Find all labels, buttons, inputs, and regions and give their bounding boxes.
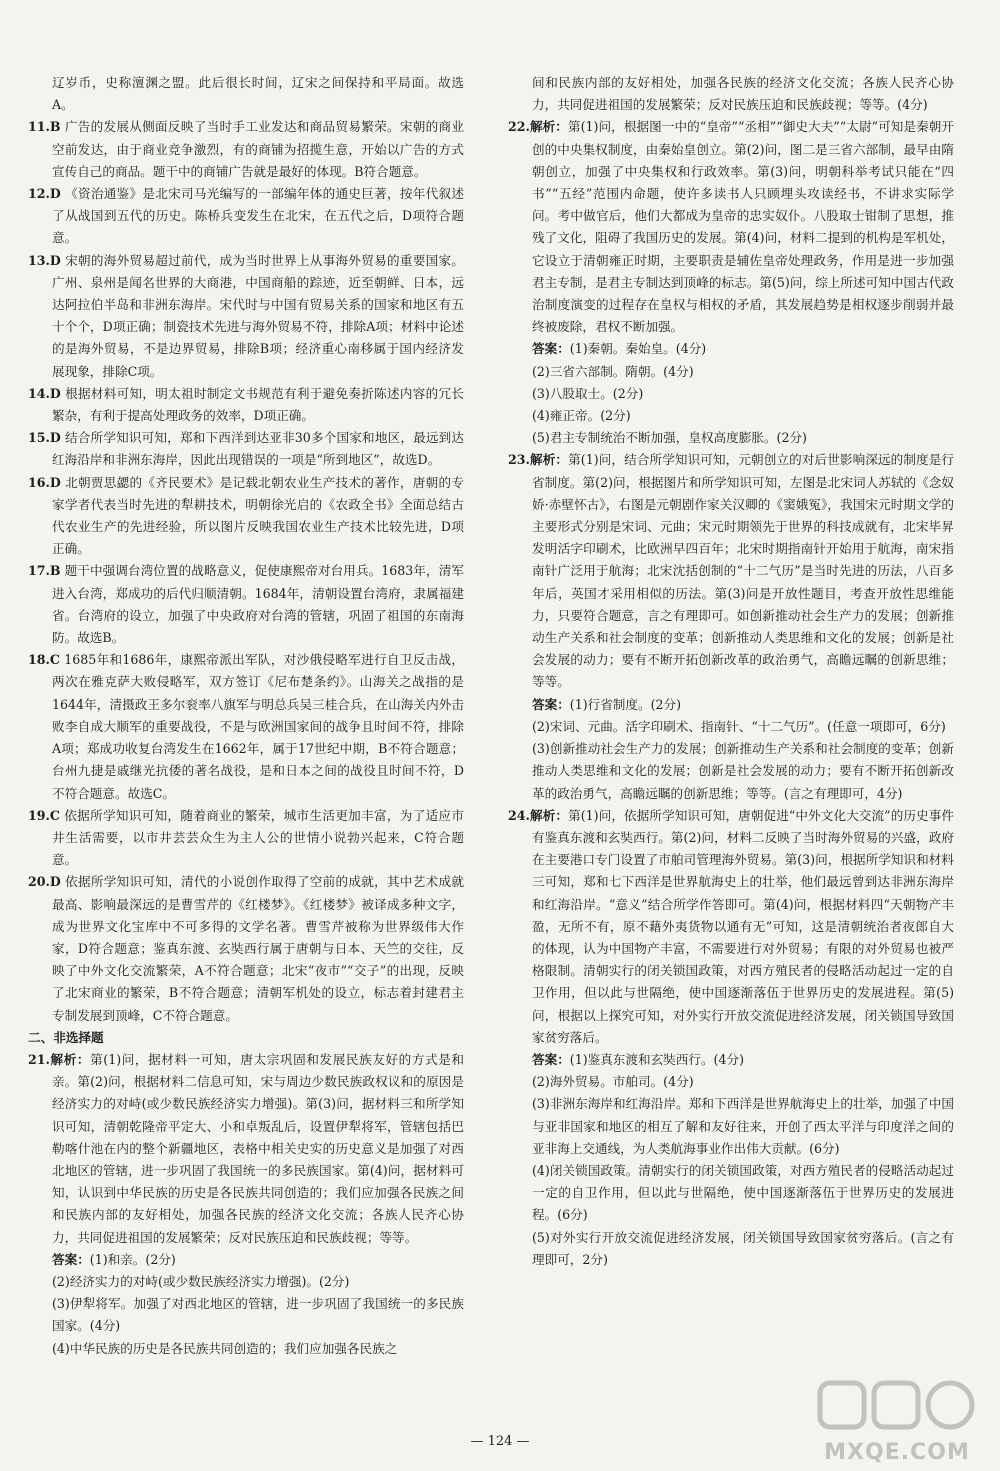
- answer-item-16: 16.D 北朝贾思勰的《齐民要术》是记载北朝农业生产技术的著作，唐朝的专家学者代表当时先进的犁耕技术，明朝徐光启的《农政全书》全面总结古代农业生产的先进经验，所以图片反映我国农业生产技术比较先进，D项正确。: [28, 474, 464, 557]
- analysis-23: 23.解析：第(1)问，结合所学知识可知，元朝创立的对后世影响深远的制度是行省制度。第(2)问，根据图片和所学知识可知，左图是北宋词人苏轼的《念奴娇·赤壁怀古》，右图是元朝剧作家关汉卿的《窦娥冤》，我国宋元时期文学的主要形式分别是宋词、元曲；宋元时期领先于世界的科技成就有，北宋毕昇发明活字印刷术，比欧洲早四百年；北宋时期指南针开始用于航海，南宋指南针广泛用于航海；北宋沈括创制的“十二气历”是当时先进的历法，八百多年后，英国才采用相似的历法。第(3)问是开放性题目，考查开放性思维能力，只要符合题意，言之有理即可。如创新推动社会生产力的发展；创新推动生产关系和社会制度的变革；创新推动人类思维和文化的发展；创新是社会发展的动力；要有不断开拓创新改革的政治勇气，高瞻远瞩的创新思维；等等。: [508, 452, 955, 690]
- answer-item-14: 14.D 根据材料可知，明太祖时制定文书规范有利于避免奏折陈述内容的冗长繁杂，有利于提高处理政务的效率，D项正确。: [28, 385, 464, 424]
- answer-23-line-3: (3)创新推动社会生产力的发展；创新推动生产关系和社会制度的变革；创新推动人类思维和文化的发展；创新是社会发展的动力；要有不断开拓创新改革的政治勇气，高瞻远瞩的创新思维；等等。(言之有理即可，4分): [532, 741, 954, 801]
- answer-21-line-2: (2)经济实力的对峙(或少数民族经济实力增强)。(2分): [52, 1273, 350, 1289]
- analysis-22: 22.解析：第(1)问，根据图一中的“皇帝”“丞相”“御史大夫”“太尉”可知是秦朝开创的中央集权制度，由秦始皇创立。第(2)问，图二是三省六部制，最早由隋朝创立，加强了中央集权和行政效率。第(3)问，明朝科举考试只能在“四书”“五经”范围内命题，使许多读书人只顾埋头攻读经书，不讲求实际学问。考中做官后，他们大都成为皇帝的忠实奴仆。八股取士钳制了思想，推残了文化，阻碍了我国历史的发展。第(4)问，材料二提到的机构是军机处，它设立于清朝雍正时期，主要职责是辅佐皇帝处理政务，作用是进一步加强君主专制，是君主专制达到顶峰的标志。第(5)问，综上所述可知中国古代政治制度演变的过程存在皇权与相权的矛盾，其发展趋势是相权逐步削弱并最终被废除，君权不断加强。: [508, 119, 954, 335]
- page-number: — 124 —: [470, 1434, 530, 1449]
- question-21: [28, 1049, 464, 1360]
- answer-item-18: 18.C 1685年和1686年，康熙帝派出军队，对沙俄侵略军进行自卫反击战，两次在雅克萨大败侵略军，双方签订《尼布楚条约》。山海关之战指的是1644年，清摄政王多尔衮率八旗军与明总兵吴三桂合兵，在山海关内外击败李自成大顺军的重要战役，不是与欧洲国家间的战争且时间不符，排除A项；郑成功收复台湾发生在1662年，属于17世纪中期，B不符合题意；台州九捷是戚继光抗倭的著名战役，是和日本之间的战役且时间不符，D不符合题意。故选C。: [28, 652, 464, 801]
- answer-item-20: 20.D 依据所学知识可知，清代的小说创作取得了空前的成就，其中艺术成就最高、影响最深远的是曹雪芹的《红楼梦》。《红楼梦》被译成多种文字，成为世界文化宝库中不可多得的文学名著。曹雪芹被称为世界级伟大作家，D符合题意；鉴真东渡、玄奘西行属于唐朝与日本、天竺的交往，反映了中外文化交流繁荣，A不符合题意；北宋“夜市”“交子”的出现，反映了北宋商业的繁荣，B不符合题意；清朝军机处的设立，标志着封建君主专制发展到顶峰，C不符合题意。: [28, 874, 464, 1023]
- watermark-logo-icon: [812, 1375, 982, 1441]
- choice-answer-list: [28, 116, 464, 1026]
- answer-item-15: 15.D 结合所学知识可知，郑和下西洋到达亚非30多个国家和地区，最远到达红海沿岸和非洲东海岸，因此出现错误的一项是“所到地区”，故选D。: [28, 430, 464, 468]
- answer-item-17: 17.B 题干中强调台湾位置的战略意义，促使康熙帝对台用兵。1683年，清军进入台湾，郑成功的后代归顺清朝。1684年，清朝设置台湾府，隶属福建省。台湾府的设立，加强了中央政府对台湾的管辖，巩固了祖国的东南海防。故选B。: [28, 563, 464, 646]
- answer-22-line-1: 答案：(1)秦朝。秦始皇。(4分): [532, 341, 707, 357]
- answer-21-line-1: 答案：(1)和亲。(2分): [52, 1251, 176, 1267]
- question-23: [508, 449, 954, 804]
- question-24: [508, 805, 954, 1271]
- watermark-logo: [812, 1375, 982, 1465]
- answer-23-line-1: 答案：(1)行省制度。(2分): [532, 696, 682, 712]
- answer-23-line-2: (2)宋词、元曲。活字印刷术、指南针、“十二气历”。(任意一项即可，6分): [532, 718, 946, 734]
- answer-21-line-3: (3)伊犁将军。加强了对西北地区的管辖，进一步巩固了我国统一的多民族国家。(4分): [52, 1296, 464, 1334]
- answer-22-line-3: (3)八股取士。(2分): [532, 385, 644, 401]
- analysis-21: 21.解析：第(1)问，据材料一可知，唐太宗巩固和发展民族友好的方式是和亲。第(2)问，根据材料二信息可知，宋与周边少数民族政权议和的原因是经济实力的对峙(或少数民族经济实力增强)。第(3)问，据材料三和所学知识可知，清朝乾隆帝平定大、小和卓叛乱后，设置伊犁将军，管辖包括巴勒喀什池在内的整个新疆地区，表格中相关史实的历史意义是加强了对西北地区的管辖，进一步巩固了我国统一的多民族国家。第(4)问，据材料可知，认识到中华民族的历史是各民族共同创造的；我们应加强各民族之间和民族内部的友好相处，加强各民族的经济文化交流；各族人民齐心协力，共同促进祖国的发展繁荣；反对民族压迫和民族歧视；等等。: [28, 1051, 465, 1245]
- section-title: 二、非选择题: [28, 1029, 104, 1045]
- right-column: [508, 72, 954, 1271]
- answer-item-12: 12.D 《资治通鉴》是北宋司马光编写的一部编年体的通史巨著，按年代叙述了从战国到五代的历史。陈桥兵变发生在北宋，在五代之后，D项符合题意。: [28, 186, 464, 246]
- answer-24-line-4: (4)闭关锁国政策。清朝实行的闭关锁国政策，对西方殖民者的侵略活动起过一定的自卫作用，但以此与世隔绝，使中国逐渐落伍于世界历史的发展进程。(6分): [532, 1162, 954, 1223]
- answer-22-line-2: (2)三省六部制。隋朝。(4分): [532, 363, 694, 379]
- answer-item-11: 11.B 广告的发展从侧面反映了当时手工业发达和商品贸易繁荣。宋朝的商业空前发达，由于商业竞争激烈，有的商铺为招揽生意，开始以广告的方式宣传自己的商品。题干中的商铺广告就是最好的体现。B符合题意。: [28, 119, 464, 179]
- answer-21-line-4: (4)中华民族的历史是各民族共同创造的；我们应加强各民族之: [52, 1340, 398, 1356]
- analysis-24: 24.解析：第(1)问，依据所学知识可知，唐朝促进“中外文化大交流”的历史事件有鉴真东渡和玄奘西行。第(2)问，材料二反映了当时海外贸易的兴盛，政府在主要港口专门设置了市舶司管理海外贸易。第(3)问，根据所学知识和材料三可知，郑和七下西洋是世界航海史上的壮举，他们最远曾到达非洲东海岸和红海沿岸。“意义”结合所学作答即可。第(4)问，根据材料四“天朝物产丰盈，无所不有，原不藉外夷货物以通有无”可知，这是清朝统治者夜郎自大的体现，认为中国物产丰富，不需要进行对外贸易；有限的对外贸易也被严格限制。清朝实行的闭关锁国政策，对西方殖民者的侵略活动起过一定的自卫作用，但以此与世隔绝，使中国逐渐落伍于世界历史的发展进程。第(5)问，根据以上探究可知，对外实行开放交流促进经济发展，闭关锁国导致国家贫穷落后。: [508, 807, 955, 1045]
- answer-22-line-4: (4)雍正帝。(2分): [532, 408, 631, 424]
- answer-item-19: 19.C 依据所学知识可知，随着商业的繁荣，城市生活更加丰富，为了适应市井生活需要，以市井芸芸众生为主人公的世情小说勃兴起来，C符合题意。: [28, 807, 465, 868]
- answer-24-line-2: (2)海外贸易。市舶司。(4分): [532, 1074, 694, 1090]
- answer-24-line-3: (3)非洲东海岸和红海沿岸。郑和下西洋是世界航海史上的壮举，加强了中国与亚非国家和地区的相互了解和友好往来，开创了西太平洋与印度洋之间的亚非海上交通线，为人类航海事业作出伟大贡献。(6分): [532, 1096, 954, 1156]
- answer-item-13: 13.D 宋朝的海外贸易超过前代，成为当时世界上从事海外贸易的重要国家。广州、泉州是闻名世界的大商港，中国商船的踪迹，近至朝鲜、日本，远达阿拉伯半岛和非洲东海岸。宋代时与中国有贸易关系的国家和地区有五十个个，D项正确；制瓷技术先进与海外贸易不符，排除A项；材料中论述的是海外贸易，不是边界贸易，排除B项；经济重心南移属于国内经济发展现象，排除C项。: [28, 252, 464, 379]
- continued-answer-21: 间和民族内部的友好相处，加强各民族的经济文化交流；各族人民齐心协力，共同促进祖国的发展繁荣；反对民族压迫和民族歧视；等等。(4分): [532, 75, 954, 113]
- answer-24-line-5: (5)对外实行开放交流促进经济发展，闭关锁国导致国家贫穷落后。(言之有理即可，2分): [532, 1229, 954, 1267]
- watermark-text: MXQE.COM: [824, 1440, 970, 1465]
- answer-22-line-5: (5)君主专制统治不断加强，皇权高度膨胀。(2分): [532, 430, 807, 446]
- left-column: [28, 72, 464, 1360]
- continued-answer-10: 辽岁币，史称澶渊之盟。此后很长时间，辽宋之间保持和平局面。故选A。: [52, 75, 464, 113]
- answer-24-line-1: 答案：(1)鉴真东渡和玄奘西行。(4分): [532, 1051, 744, 1067]
- question-22: [508, 116, 954, 449]
